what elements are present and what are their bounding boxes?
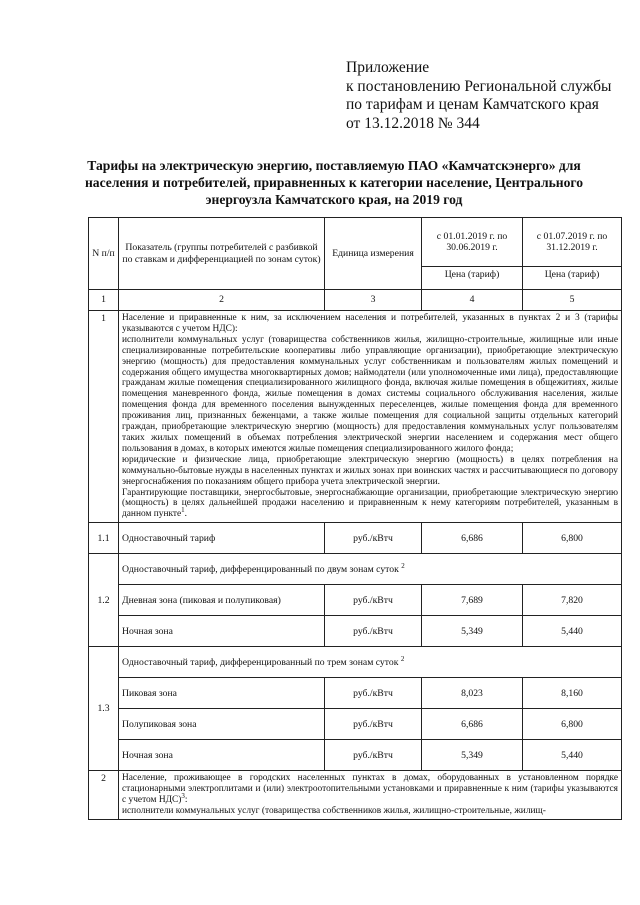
table-row bbox=[89, 585, 622, 616]
column-number: 3 bbox=[325, 290, 422, 311]
table-row bbox=[89, 709, 622, 740]
section-2-line: Население, проживающее в городских населенных пунктах в домах, оборудованных в установленном порядке стационарными электроплитами и (или) электроотопительными установками и приравненные к ним (тарифы указываются с учетом НДС) bbox=[122, 773, 618, 806]
table-row bbox=[89, 616, 622, 647]
appendix-block bbox=[346, 59, 626, 133]
row-unit: руб./кВтч bbox=[325, 740, 422, 771]
section-1-paragraph: исполнители коммунальных услуг (товарищества собственников жилья, жилищно-строительные, жилищные или иные специализированные потребительские кооперативы либо управляющие организации), приобретающие электрическую энергию (мощность) для предоставления коммунальных услуг собственникам и пользователям жилых помещений и содержания общего имущества многоквартирных домов; наймодатели (или уполномоченные ими лица), предоставляющие гражданам жилые помещения специализированного жилищного фонда, включая жилые помещения в общежитиях, жилые помещения маневренного фонда, жилые помещения в домах системы социального обслуживания населения, жилые помещения фонда для временного поселения вынужденных переселенцев, жилые помещения фонда для временного проживания лиц, признанных беженцами, а также жилые помещения для социальной защиты отдельных категорий граждан, приобретающие электрическую энергию (мощность) для предоставления коммунальных услуг пользователям таких жилых помещений в объемах потребления электрической энергии населением и содержания мест общего пользования в домах, в которых имеются жилые помещения специализированного жилого фонда; bbox=[122, 334, 618, 454]
appendix-line-1: Приложение bbox=[346, 59, 430, 76]
header-price-1: Цена (тариф) bbox=[422, 267, 523, 290]
row-unit: руб./кВтч bbox=[325, 585, 422, 616]
section-2-text bbox=[119, 771, 622, 820]
header-period-2: с 01.07.2019 г. по 31.12.2019 г. bbox=[523, 218, 622, 267]
section-2-colon: : bbox=[184, 795, 188, 806]
footnote-mark: 2 bbox=[401, 561, 405, 570]
row-num: 1.2 bbox=[89, 554, 119, 647]
row-value-1: 5,349 bbox=[422, 740, 523, 771]
row-value-1: 6,686 bbox=[422, 523, 523, 554]
title-line-2: населения и потребителей, приравненных к категории население, Центрального bbox=[84, 175, 584, 190]
section-2-row bbox=[89, 771, 622, 820]
row-label: Ночная зона bbox=[119, 740, 325, 771]
row-label: Одноставочный тариф, дифференцированный по трем зонам суток bbox=[122, 656, 399, 668]
footnote-mark: 2 bbox=[400, 654, 405, 663]
table-row bbox=[89, 554, 622, 585]
header-period-1: с 01.01.2019 г. по 30.06.2019 г. bbox=[422, 218, 523, 267]
column-number: 1 bbox=[89, 290, 119, 311]
section-1-num: 1 bbox=[89, 311, 119, 523]
header-row bbox=[89, 218, 622, 267]
title-line-3: энергоузла Камчатского края, на 2019 год bbox=[205, 192, 463, 207]
column-number-row bbox=[89, 290, 622, 311]
section-1-paragraph: Гарантирующие поставщики, энергосбытовые, энергоснабжающие организации, приобретающие электрическую энергию (мощность) в целях дальнейшей продажи населению и приравненным к нему категориям потребителей, указанным в данном пункте bbox=[122, 487, 618, 520]
row-num: 1.1 bbox=[89, 523, 119, 554]
section-1-paragraph: Население и приравненные к ним, за исключением населения и потребителей, указанных в пунктах 2 и 3 (тарифы указываются с учетом НДС): bbox=[122, 313, 618, 334]
column-number: 2 bbox=[119, 290, 325, 311]
section-1-row bbox=[89, 311, 622, 523]
table-row bbox=[89, 647, 622, 678]
table-row bbox=[89, 523, 622, 554]
header-unit: Единица измерения bbox=[325, 218, 422, 290]
row-num: 1.3 bbox=[89, 647, 119, 771]
title-line-1: Тарифы на электрическую энергию, поставляемую ПАО «Камчатскэнерго» для bbox=[87, 158, 581, 173]
row-unit: руб./кВтч bbox=[325, 616, 422, 647]
row-group-label bbox=[119, 554, 622, 585]
table-row bbox=[89, 678, 622, 709]
column-number: 4 bbox=[422, 290, 523, 311]
tariff-table bbox=[88, 217, 622, 820]
row-value-2: 5,440 bbox=[523, 616, 622, 647]
row-value-2: 7,820 bbox=[523, 585, 622, 616]
section-1-paragraph: юридические и физические лица, приобретающие электрическую энергию (мощность) в целях потребления на коммунально-бытовые нужды в населенных пунктах и жилых зонах при воинских частях и рассчитывающиеся по договору энергоснабжения по показаниям общего прибора учета электрической энергии. bbox=[122, 454, 618, 487]
row-label: Одноставочный тариф, дифференцированный по двум зонам суток bbox=[122, 563, 399, 575]
footnote-mark: 3 bbox=[181, 791, 185, 800]
appendix-line-4: от 13.12.2018 № 344 bbox=[346, 114, 480, 132]
row-unit: руб./кВтч bbox=[325, 709, 422, 740]
header-num: N п/п bbox=[89, 218, 119, 290]
section-2-line: исполнители коммунальных услуг (товарищества собственников жилья, жилищно-строительные, жилищ- bbox=[122, 805, 546, 816]
appendix-line-2: к постановлению Региональной службы bbox=[346, 77, 612, 95]
row-value-1: 6,686 bbox=[422, 709, 523, 740]
appendix-line-3: по тарифам и ценам Камчатского края bbox=[346, 96, 599, 113]
row-value-2: 6,800 bbox=[523, 523, 622, 554]
header-indicator: Показатель (группы потребителей с разбивкой по ставкам и дифференциацией по зонам суток) bbox=[119, 218, 325, 290]
header-price-2: Цена (тариф) bbox=[523, 267, 622, 290]
document-title bbox=[60, 157, 608, 208]
row-label: Полупиковая зона bbox=[119, 709, 325, 740]
row-unit: руб./кВтч bbox=[325, 523, 422, 554]
row-label: Одноставочный тариф bbox=[119, 523, 325, 554]
row-group-label bbox=[119, 647, 622, 678]
table-row bbox=[89, 740, 622, 771]
row-value-2: 6,800 bbox=[523, 709, 622, 740]
section-2-num: 2 bbox=[89, 771, 119, 820]
row-value-1: 7,689 bbox=[422, 585, 523, 616]
footnote-mark: 1 bbox=[181, 506, 185, 515]
row-label: Пиковая зона bbox=[119, 678, 325, 709]
column-number: 5 bbox=[523, 290, 622, 311]
row-value-1: 8,023 bbox=[422, 678, 523, 709]
row-unit: руб./кВтч bbox=[325, 678, 422, 709]
section-1-end: . bbox=[184, 509, 188, 520]
row-label: Ночная зона bbox=[119, 616, 325, 647]
row-value-2: 5,440 bbox=[523, 740, 622, 771]
row-value-2: 8,160 bbox=[523, 678, 622, 709]
row-label: Дневная зона (пиковая и полупиковая) bbox=[119, 585, 325, 616]
row-value-1: 5,349 bbox=[422, 616, 523, 647]
section-1-text bbox=[119, 311, 622, 523]
